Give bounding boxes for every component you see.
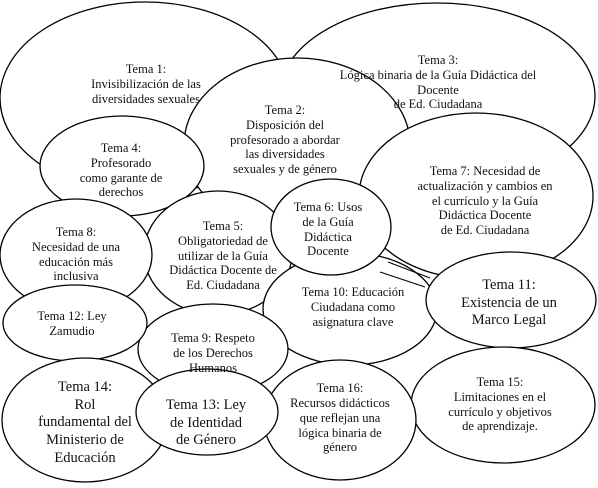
topic-15-label: Tema 15: Limitaciones en el currículo y objetivos de aprendizaje.	[448, 375, 552, 434]
topic-16-title: Tema 16:	[316, 381, 364, 395]
topic-9-label: Tema 9: Respeto de los Derechos Humanos	[171, 331, 255, 375]
topic-4-label: Tema 4: Profesorado como garante de derechos	[79, 141, 163, 200]
topic-8-label: Tema 8: Necesidad de una educación más inclusiva	[31, 225, 121, 284]
topic-7-label: Tema 7: Necesidad de actualización y cambios en el currículo y la Guía Didáctica Docente de Ed. Ciudadana	[417, 164, 553, 237]
topic-5-label: Tema 5: Obligatoriedad de utilizar de la Guía Didáctica Docente de Ed. Ciudadana	[169, 219, 277, 292]
topic-11-label: Tema 11: Existencia de un Marco Legal	[461, 277, 557, 329]
topic-16-label: Recursos didácticos que reflejan una lógica binaria de género	[290, 396, 390, 455]
topic-2-label: Tema 2: Disposición del profesorado a abordar las diversidades sexuales y de género	[230, 103, 340, 176]
topic-1-label: Tema 1: Invisibilización de las diversidades sexuales	[91, 62, 201, 106]
topic-10-label: Tema 10: Educación Ciudadana como asignatura clave	[301, 285, 405, 329]
topic-6-label: Tema 6: Usos de la Guía Didáctica Docente	[293, 200, 363, 259]
topic-13-label: Tema 13: Ley de Identidad de Género	[165, 397, 247, 449]
topic-14-label: Tema 14: Rol fundamental del Ministerio de Educación	[38, 379, 132, 466]
topic-3-label: Tema 3: Lógica binaria de la Guía Didáctica del Docente de Ed. Ciudadana	[339, 53, 537, 112]
topic-12-label: Tema 12: Ley Zamudio	[37, 309, 107, 338]
